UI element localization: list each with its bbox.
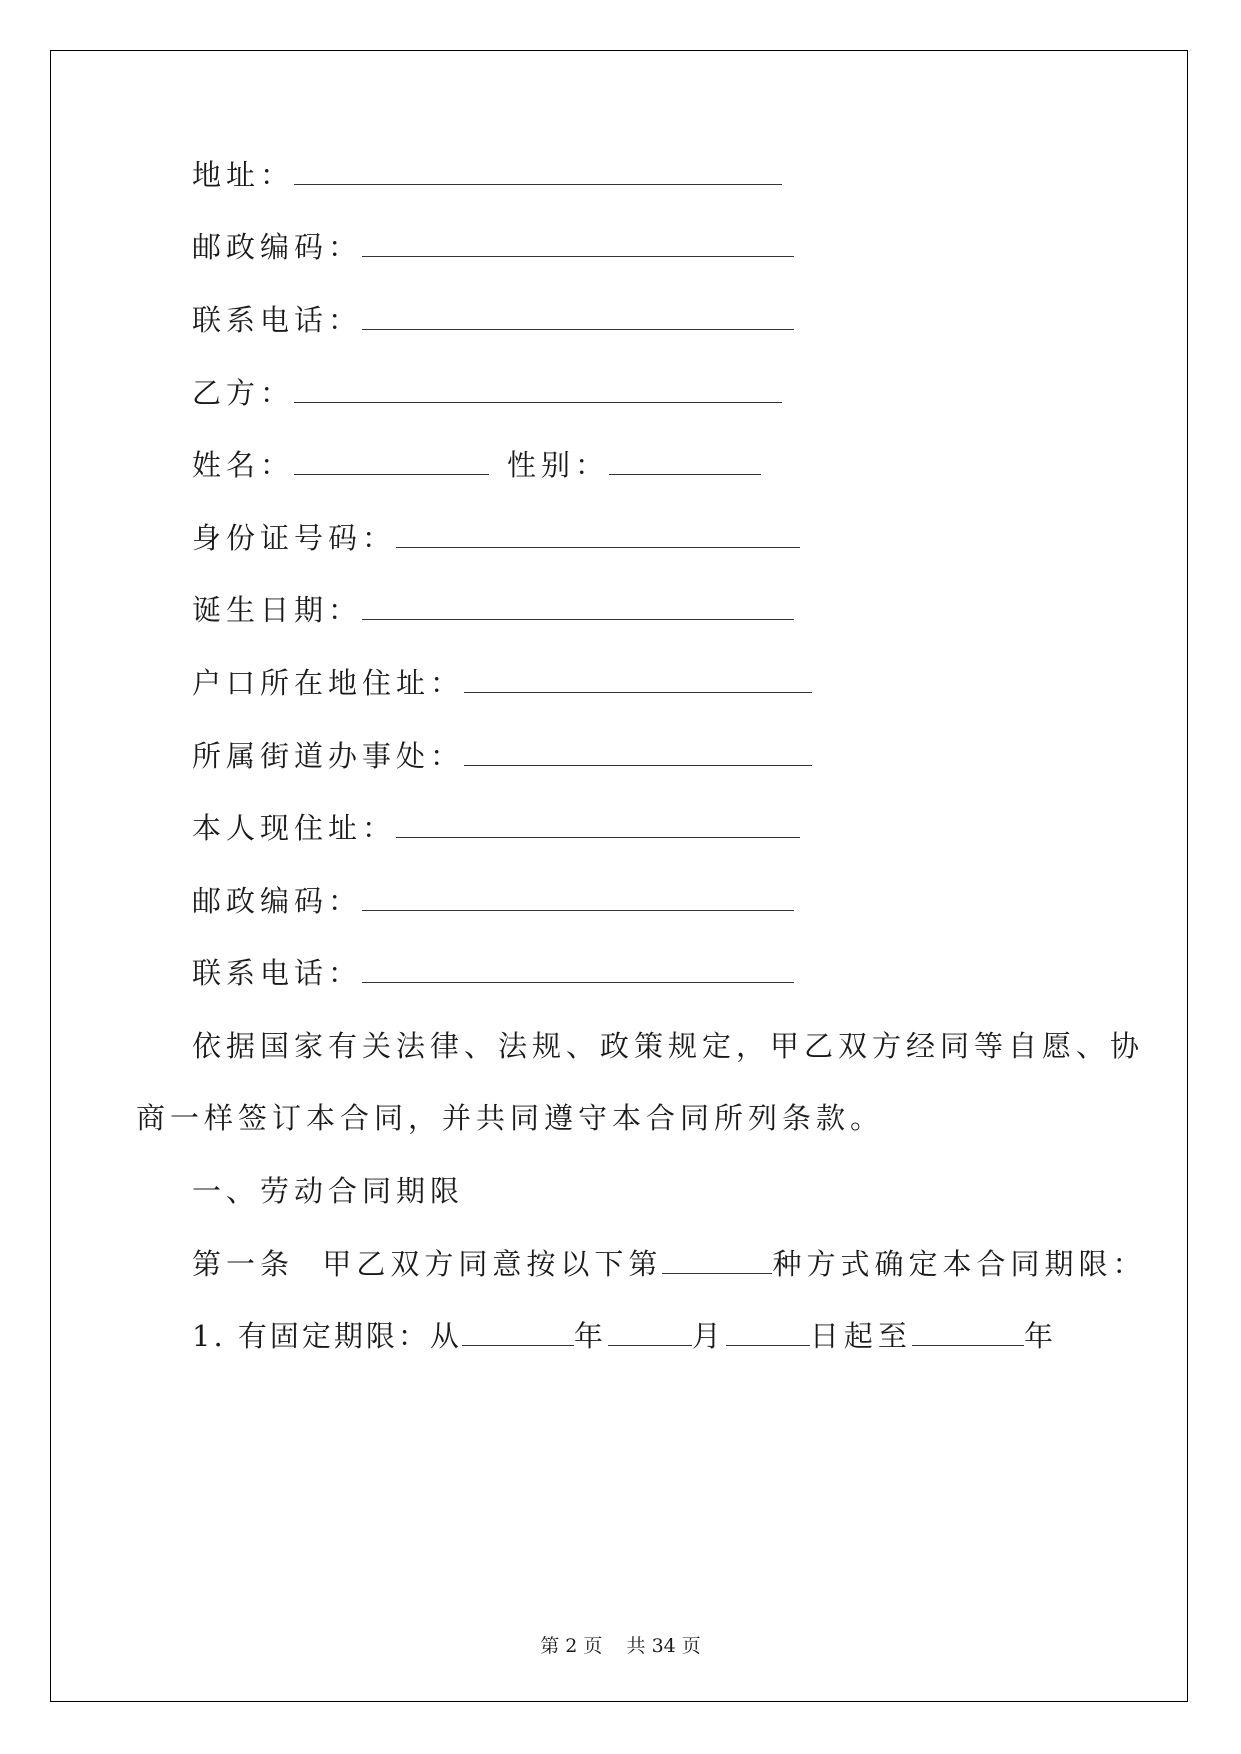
article-1 bbox=[192, 1244, 1146, 1284]
birth-date-blank[interactable] bbox=[362, 618, 794, 620]
postal-code-field-2 bbox=[192, 881, 794, 921]
current-address-label: 本人现住址： bbox=[192, 811, 397, 845]
item-1-day-to: 日起至 bbox=[809, 1319, 912, 1353]
postal-code-blank-2[interactable] bbox=[362, 909, 794, 911]
postal-code-label-1: 邮政编码： bbox=[192, 230, 363, 264]
item-1-end-year-blank[interactable] bbox=[912, 1344, 1024, 1346]
household-address-blank[interactable] bbox=[464, 691, 812, 693]
name-label: 姓名： bbox=[192, 448, 295, 482]
postal-code-label-2: 邮政编码： bbox=[192, 884, 363, 918]
current-address-blank[interactable] bbox=[396, 836, 800, 838]
phone-label-2: 联系电话： bbox=[192, 956, 363, 990]
phone-label-1: 联系电话： bbox=[192, 303, 363, 337]
item-1-year-end: 年 bbox=[1023, 1319, 1058, 1353]
phone-blank-1[interactable] bbox=[362, 328, 794, 330]
household-address-field bbox=[192, 663, 812, 703]
name-blank[interactable] bbox=[294, 473, 489, 475]
paragraph-line-1: 依据国家有关法律、法规、政策规定，甲乙双方经同等自愿、协 bbox=[192, 1029, 1145, 1063]
household-address-label: 户口所在地住址： bbox=[192, 666, 465, 700]
gender-blank[interactable] bbox=[609, 473, 761, 475]
item-1 bbox=[192, 1316, 1058, 1356]
subdistrict-office-field bbox=[192, 736, 812, 776]
birth-date-field bbox=[192, 590, 794, 630]
id-number-field bbox=[192, 518, 800, 558]
page-footer: 第 2 页 共 34 页 bbox=[540, 1635, 701, 1657]
subdistrict-office-label: 所属街道办事处： bbox=[192, 739, 465, 773]
birth-date-label: 诞生日期： bbox=[192, 593, 363, 627]
item-1-year: 年 bbox=[573, 1319, 608, 1353]
phone-field-1 bbox=[192, 300, 794, 340]
article-1-suffix: 种方式确定本合同期限： bbox=[772, 1247, 1147, 1281]
paragraph-line-2: 商一样签订本合同，并共同遵守本合同所列条款。 bbox=[136, 1101, 885, 1135]
subdistrict-office-blank[interactable] bbox=[464, 764, 812, 766]
postal-code-blank-1[interactable] bbox=[362, 255, 794, 257]
party-b-label: 乙方： bbox=[192, 376, 295, 410]
item-1-prefix: 1. 有固定期限：从 bbox=[192, 1319, 462, 1353]
id-number-label: 身份证号码： bbox=[192, 521, 397, 555]
address-blank[interactable] bbox=[294, 183, 782, 185]
name-gender-field bbox=[192, 445, 761, 485]
gender-label: 性别： bbox=[507, 448, 610, 482]
address-label: 地址： bbox=[192, 158, 295, 192]
postal-code-field-1 bbox=[192, 227, 794, 267]
phone-field-2 bbox=[192, 953, 794, 993]
item-1-start-year-blank[interactable] bbox=[462, 1344, 574, 1346]
item-1-start-month-blank[interactable] bbox=[608, 1344, 692, 1346]
article-1-prefix: 第一条 甲乙双方同意按以下第 bbox=[192, 1247, 663, 1281]
section-heading: 一、劳动合同期限 bbox=[192, 1174, 465, 1208]
article-1-blank[interactable] bbox=[662, 1272, 772, 1274]
item-1-month: 月 bbox=[691, 1319, 726, 1353]
current-address-field bbox=[192, 808, 800, 848]
item-1-start-day-blank[interactable] bbox=[726, 1344, 810, 1346]
phone-blank-2[interactable] bbox=[362, 981, 794, 983]
party-b-field bbox=[192, 373, 782, 413]
address-field bbox=[192, 155, 782, 195]
party-b-blank[interactable] bbox=[294, 401, 782, 403]
page-border bbox=[50, 50, 1188, 1702]
id-number-blank[interactable] bbox=[396, 546, 800, 548]
